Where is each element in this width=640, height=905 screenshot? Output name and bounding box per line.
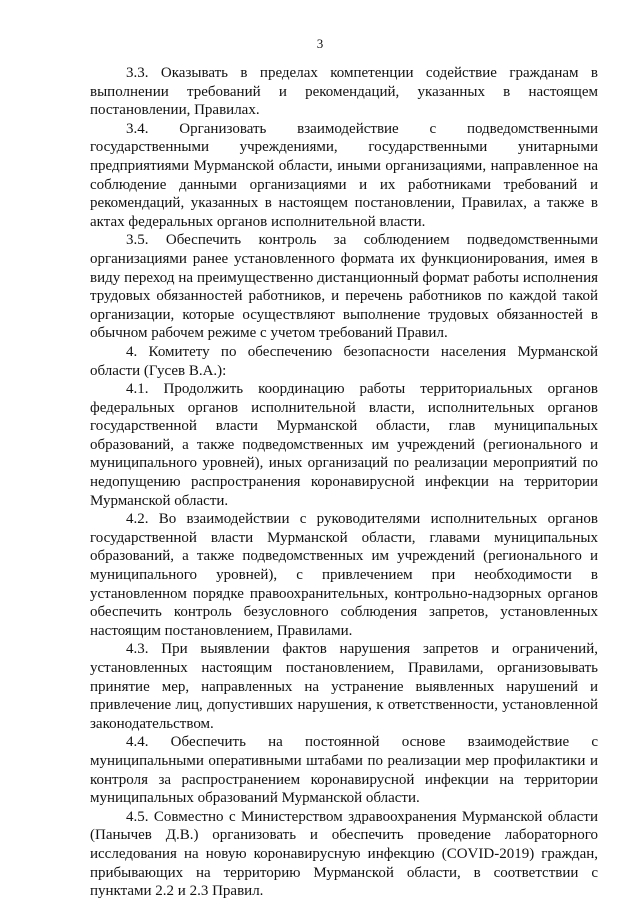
paragraph-3-5: 3.5. Обеспечить контроль за соблюдением подведомственными организациями ранее установленного формата их функционирования, имея в виду переход на преимущественно дистанционный формат работы исполнения трудовых обязанностей работников, и перечень работников по каждой такой организации, которые осуществляют выполнение трудовых обязанностей в обычном рабочем режиме с учетом требований Правил. [90,232,598,342]
paragraph-4-5: 4.5. Совместно с Министерством здравоохранения Мурманской области (Панычев Д.В.) организовать и обеспечить проведение лабораторного исследования на новую коронавирусную инфекцию (COVID-2019) граждан, прибывающих на территорию Мурманской области, в соответствии с пунктами 2.2 и 2.3 Правил. [90,808,598,900]
document-body [90,64,598,901]
paragraph-4: 4. Комитету по обеспечению безопасности населения Мурманской области (Гусев В.А.): [90,343,598,379]
paragraph-3-4: 3.4. Организовать взаимодействие с подведомственными государственными учреждениями, государственными унитарными предприятиями Мурманской области, иными организациями, направленное на соблюдение данными организациями и их работниками требований и рекомендаций, указанных в настоящем постановлении, Правилах, а также в актах федеральных органов исполнительной власти. [90,120,598,230]
paragraph-4-1: 4.1. Продолжить координацию работы территориальных органов федеральных органов исполнительной власти, исполнительных органов государственной власти Мурманской области, глав муниципальных образований, а также подведомственных им учреждений (регионального и муниципального уровней), иных организаций по реализации мероприятий по недопущению распространения коронавирусной инфекции на территории Мурманской области. [90,381,598,509]
paragraph-4-4: 4.4. Обеспечить на постоянной основе взаимодействие с муниципальными оперативными штабами по реализации мер профилактики и контроля за распространением коронавирусной инфекции на территории муниципальных образований Мурманской области. [90,734,598,807]
paragraph-4-3: 4.3. При выявлении фактов нарушения запретов и ограничений, установленных настоящим постановлением, Правилами, организовывать принятие мер, направленных на устранение выявленных нарушений и привлечение лиц, допустивших нарушения, к ответственности, установленной законодательством. [90,641,598,732]
page-number: 3 [316,36,324,51]
paragraph-4-2: 4.2. Во взаимодействии с руководителями исполнительных органов государственной власти Мурманской области, главами муниципальных образований, а также подведомственных им учреждений (регионального и муниципального уровней), с привлечением при необходимости в установленном порядке правоохранительных, контрольно-надзорных органов обеспечить контроль безусловного соблюдения запретов, установленных настоящим постановлением, Правилами. [90,511,598,639]
paragraph-3-3: 3.3. Оказывать в пределах компетенции содействие гражданам в выполнении требований и рекомендаций, указанных в настоящем постановлении, Правилах. [90,65,598,119]
